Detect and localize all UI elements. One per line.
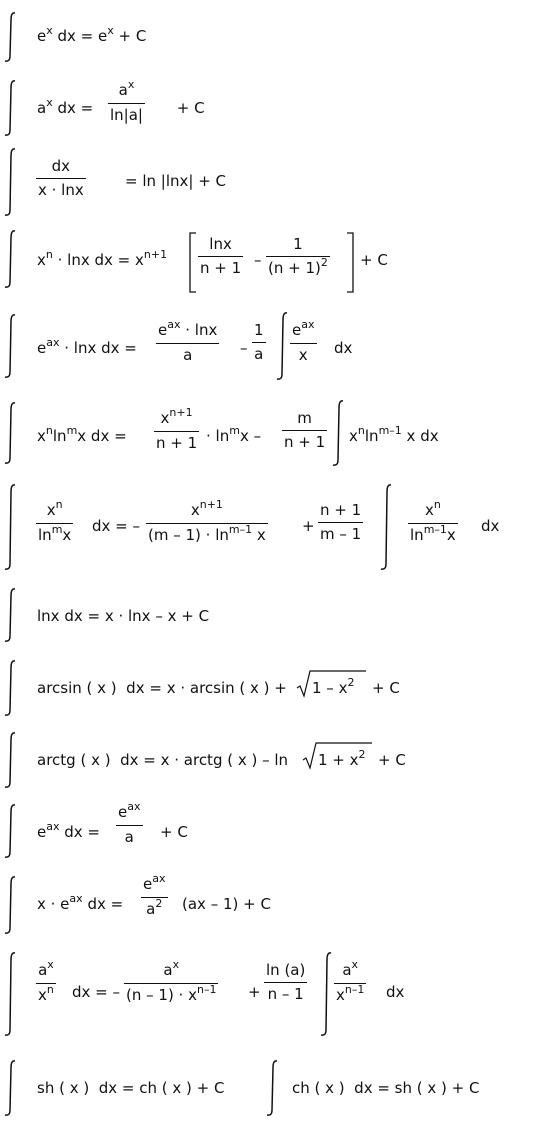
integral-sign [0,482,26,572]
formula-text: $1 + x^2$ [318,748,366,769]
integral-sign [0,950,26,1038]
formula-text: arcsin ( x ) dx = x · arcsin ( x ) + [37,679,287,697]
formula-arctg [0,728,553,792]
formula-text: $a^x$ dx = [37,96,94,117]
fraction: m n + 1 [284,409,326,451]
fraction: 1 a [254,321,264,363]
formula-text: sh ( x ) dx = ch ( x ) + C [37,1079,225,1097]
formula-text: $e^{ax}$ dx = [37,820,101,841]
fraction: $x^{n+1}$ n + 1 [156,406,198,452]
fraction: $e^{ax}$ a [118,800,141,846]
fraction: $a^x$ ln|a| [110,78,143,124]
formula-sh-ch [0,1056,553,1120]
integral-sign [0,730,26,790]
formula-text: + C [372,679,400,697]
fraction: $a^x$ $x^n$ [38,958,54,1004]
integral-sign [0,228,26,290]
formula-text: dx [386,983,405,1001]
fraction: $x^n$ $\ln^mx$ [38,498,72,544]
formula-text: · $\ln^mx$ – [206,424,262,445]
fraction: 1 $(n + 1)^2$ [268,235,328,277]
formula-text: $e^x$ dx = $e^x + C$ [37,24,147,45]
formula-a-power [0,76,553,140]
formula-text: $e^{ax} \cdot \ln x$ dx = [37,336,137,357]
formula-text: + [302,517,315,535]
integral-sign [0,586,26,644]
formula-text: + C [360,251,388,269]
formula-xn-lnx [0,226,553,292]
integral-sign [0,400,26,466]
formula-text: $x^n\ln^{m-1}$ x dx [349,424,439,445]
formula-text: + [248,983,261,1001]
fraction: $e^{ax}$ x [292,318,315,364]
formula-eax [0,800,553,862]
fraction: $e^{ax}$ $a^2$ [143,872,166,918]
integral-sign [0,312,26,380]
fraction: dx x · lnx [38,157,84,199]
fraction: $a^x$ $x^{n-1}$ [336,958,365,1004]
fraction: lnx n + 1 [200,235,242,277]
formula-text: dx [334,339,353,357]
formula-text: dx = – [72,983,121,1001]
formula-xn-lnmx [0,398,553,468]
formula-text: + C [378,751,406,769]
integral-sign [262,1058,288,1118]
formula-exp [0,8,553,66]
integral-sign [0,802,26,860]
formula-eax-lnx [0,310,553,382]
integral-sign [0,146,26,218]
integral-sign [0,874,26,936]
formula-text: $x^n\ln^mx$ dx = [37,424,127,445]
formula-text: $1 - x^2$ [312,676,355,697]
formula-text: ch ( x ) dx = sh ( x ) + C [292,1079,480,1097]
formula-text: dx = – [92,517,141,535]
right-bracket [345,232,355,294]
integral-sign [0,658,26,718]
fraction: $a^x$ $(n - 1) \cdot x^{n-1}$ [126,958,217,1004]
formula-text: + C [160,823,188,841]
formula-x-eax [0,872,553,938]
formula-arcsin [0,656,553,720]
fraction: n + 1 m – 1 [320,501,362,543]
formula-ax-over-xn [0,948,553,1040]
integral-sign [376,482,402,572]
formula-dx-xlnx [0,146,553,218]
formula-text: arctg ( x ) dx = x · arctg ( x ) – ln [37,751,289,769]
integral-sign [0,10,26,64]
fraction: $x^n$ $\ln^{m-1}x$ [410,498,456,544]
formula-text: – [254,251,262,269]
formula-xn-over-lnmx [0,480,553,574]
formula-text: (ax – 1) + C [182,895,271,913]
integral-sign [0,1058,26,1118]
fraction: $e^{ax} \cdot \ln x$ a [158,318,218,364]
formula-text: – [240,339,248,357]
formula-text: dx [481,517,500,535]
formula-text: + C [172,99,205,117]
fraction: $x^{n+1}$ $(m - 1) \cdot \ln^{m-1} x$ [148,498,266,544]
formula-text: lnx dx = x · lnx – x + C [37,607,210,625]
formula-lnx [0,584,553,646]
formula-text: $x \cdot e^{ax}$ dx = [37,892,124,913]
formula-text: $x^n \cdot \ln x$ dx = $x^{n+1}$ [37,248,168,269]
fraction: ln (a) n – 1 [266,961,306,1003]
left-bracket [188,232,198,294]
integral-sign [0,78,26,138]
formula-text: = ln |lnx| + C [125,172,227,190]
